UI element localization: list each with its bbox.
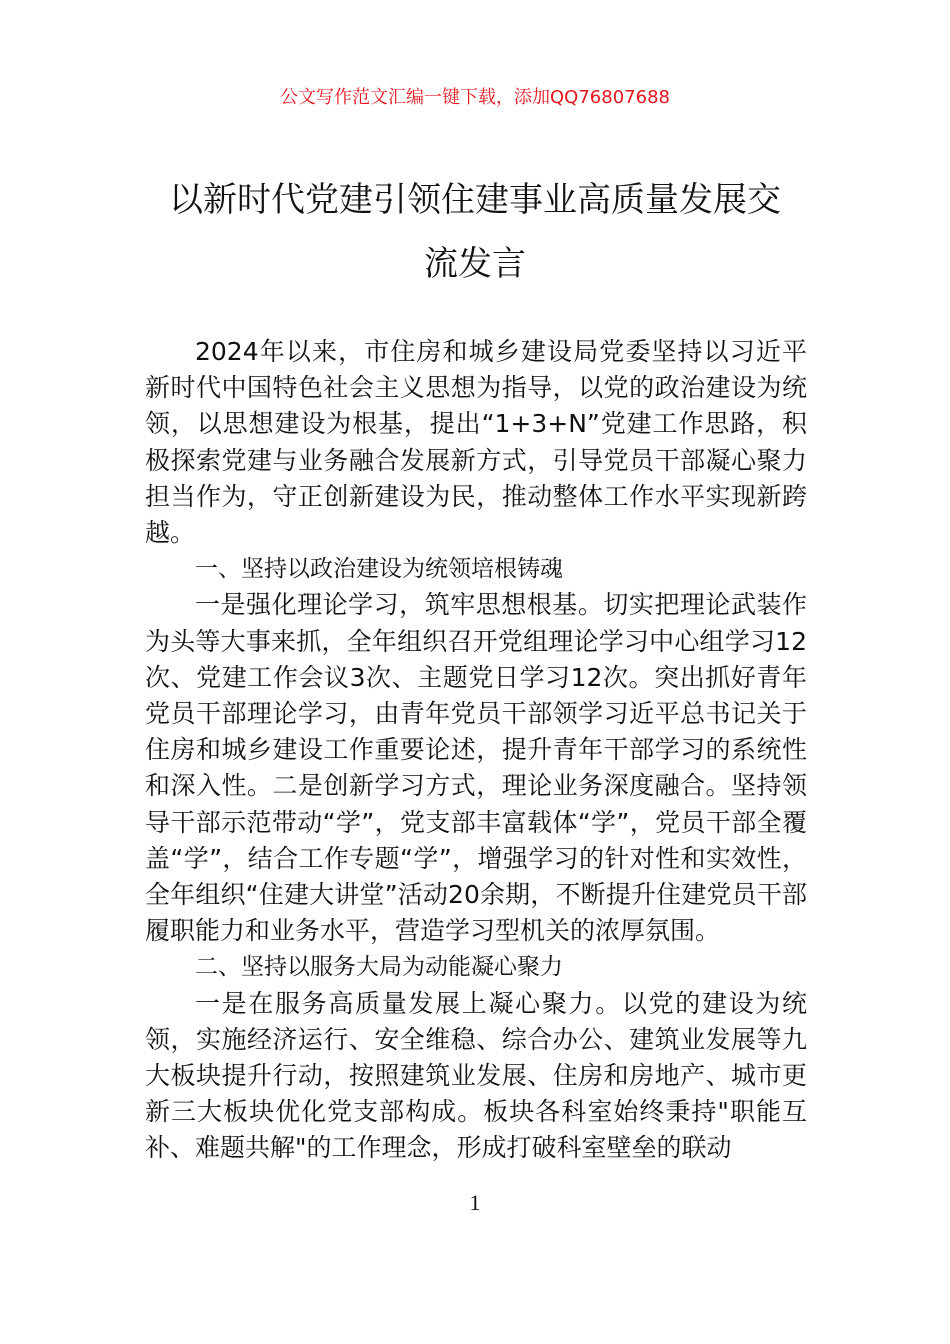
page-number: 1 <box>469 1190 481 1215</box>
intro-paragraph: 2024年以来，市住房和城乡建设局党委坚持以习近平新时代中国特色社会主义思想为指导，以党的政治建设为统领，以思想建设为根基，提出“1+3+N”党建工作思路，积极探索党建与业务融合发展新方式，引导党员干部凝心聚力担当作为，守正创新建设为民，推动整体工作水平实现新跨越。 <box>145 337 807 548</box>
section-heading-2: 二、坚持以服务大局为动能凝心聚力 <box>195 954 563 981</box>
title-line-1: 以新时代党建引领住建事业高质量发展交 <box>169 180 781 220</box>
document-body <box>145 334 807 1167</box>
section-1-paragraph: 一是强化理论学习，筑牢思想根基。切实把理论武装作为头等大事来抓，全年组织召开党组理论学习中心组学习12次、党建工作会议3次、主题党日学习12次。突出抓好青年党员干部理论学习，由青年党员干部领学习近平总书记关于住房和城乡建设工作重要论述，提升青年干部学习的系统性和深入性。二是创新学习方式，理论业务深度融合。坚持领导干部示范带动“学”，党支部丰富载体“学”，党员干部全覆盖“学”，结合工作专题“学”，增强学习的针对性和实效性，全年组织“住建大讲堂”活动20余期，不断提升住建党员干部履职能力和业务水平，营造学习型机关的浓厚氛围。 <box>145 590 807 946</box>
section-2-paragraph: 一是在服务高质量发展上凝心聚力。以党的建设为统领，实施经济运行、安全维稳、综合办公、建筑业发展等九大板块提升行动，按照建筑业发展、住房和房地产、城市更新三大板块优化党支部构成。板块各科室始终秉持"职能互补、难题共解"的工作理念，形成打破科室壁垒的联动 <box>145 988 807 1163</box>
title-line-2: 流发言 <box>424 244 526 284</box>
document-title <box>140 168 810 296</box>
watermark-header: 公文写作范文汇编一键下载，添加QQ76807688 <box>280 87 670 108</box>
section-heading-1: 一、坚持以政治建设为统领培根铸魂 <box>195 556 563 583</box>
